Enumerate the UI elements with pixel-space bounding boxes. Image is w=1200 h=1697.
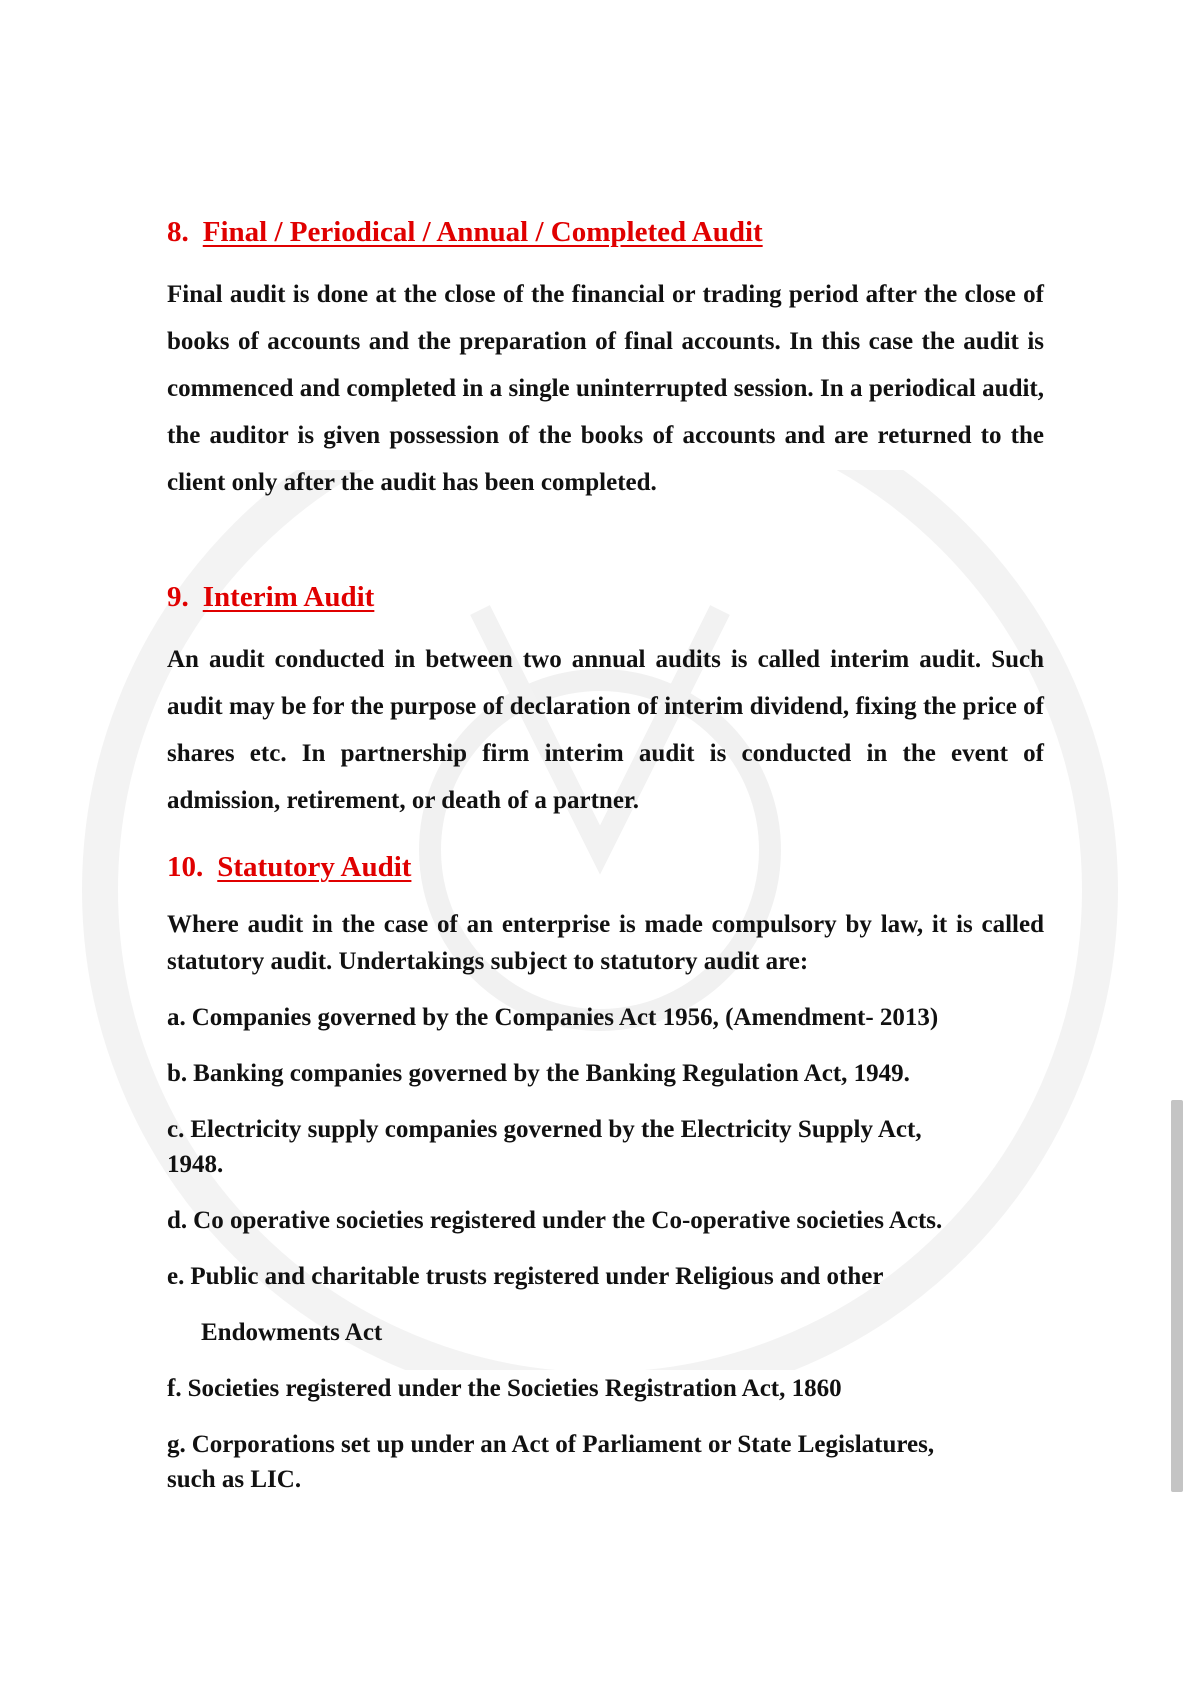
list-item-c	[167, 1112, 1044, 1182]
section-8-heading	[167, 215, 763, 249]
list-item-e-continuation: Endowments Act	[201, 1319, 383, 1346]
list-item-b	[167, 1056, 1044, 1091]
list-item-a	[167, 1000, 1044, 1035]
list-item-text: Companies governed by the Companies Act 1956, (Amendment- 2013)	[191, 1004, 939, 1031]
list-item-text: Societies registered under the Societies Registration Act, 1860	[187, 1375, 842, 1402]
list-item-e	[167, 1259, 1044, 1294]
list-item-label: b.	[167, 1060, 188, 1087]
section-number: 8.	[167, 216, 189, 248]
list-item-text: Corporations set up under an Act of Parliament or State Legislatures,	[191, 1431, 935, 1458]
section-10-body: Where audit in the case of an enterprise is made compulsory by law, it is called statutory audit. Undertakings subject to statutory audit are:	[167, 911, 1044, 975]
list-item-continuation: such as LIC.	[167, 1466, 302, 1493]
section-9-heading	[167, 580, 374, 614]
list-item-text: Public and charitable trusts registered under Religious and other	[190, 1263, 884, 1290]
section-number: 10.	[167, 851, 204, 883]
list-item-f	[167, 1371, 1044, 1406]
list-item-label: f.	[167, 1375, 182, 1402]
list-item-text: Co operative societies registered under the Co-operative societies Acts.	[193, 1207, 943, 1234]
section-title: Interim Audit	[202, 581, 375, 613]
section-title: Final / Periodical / Annual / Completed Audit	[202, 216, 763, 248]
section-8-body: Final audit is done at the close of the financial or trading period after the close of books of accounts and the preparation of final accounts. In this case the audit is commenced and completed in a single uninterrupted session. In a periodical audit, the auditor is given possession of the books of accounts and are returned to the client only after the audit has been completed.	[167, 281, 1044, 496]
section-9-body: An audit conducted in between two annual audits is called interim audit. Such audit may be for the purpose of declaration of interim dividend, fixing the price of shares etc. In partnership firm interim audit is conducted in the event of admission, retirement, or death of a partner.	[167, 646, 1044, 814]
vertical-scrollbar[interactable]	[1171, 1100, 1183, 1492]
list-item-label: e.	[167, 1263, 185, 1290]
list-item-g	[167, 1427, 1044, 1497]
section-number: 9.	[167, 581, 189, 613]
list-item-text: Banking companies governed by the Banking Regulation Act, 1949.	[193, 1060, 910, 1087]
list-item-text: Electricity supply companies governed by the Electricity Supply Act,	[190, 1116, 922, 1143]
list-item-label: g.	[167, 1431, 186, 1458]
section-title: Statutory Audit	[217, 851, 412, 883]
list-item-label: c.	[167, 1116, 185, 1143]
list-item-label: d.	[167, 1207, 188, 1234]
list-item-label: a.	[167, 1004, 186, 1031]
list-item-d	[167, 1203, 1044, 1238]
section-10-heading	[167, 850, 411, 884]
list-item-continuation: 1948.	[167, 1151, 224, 1178]
